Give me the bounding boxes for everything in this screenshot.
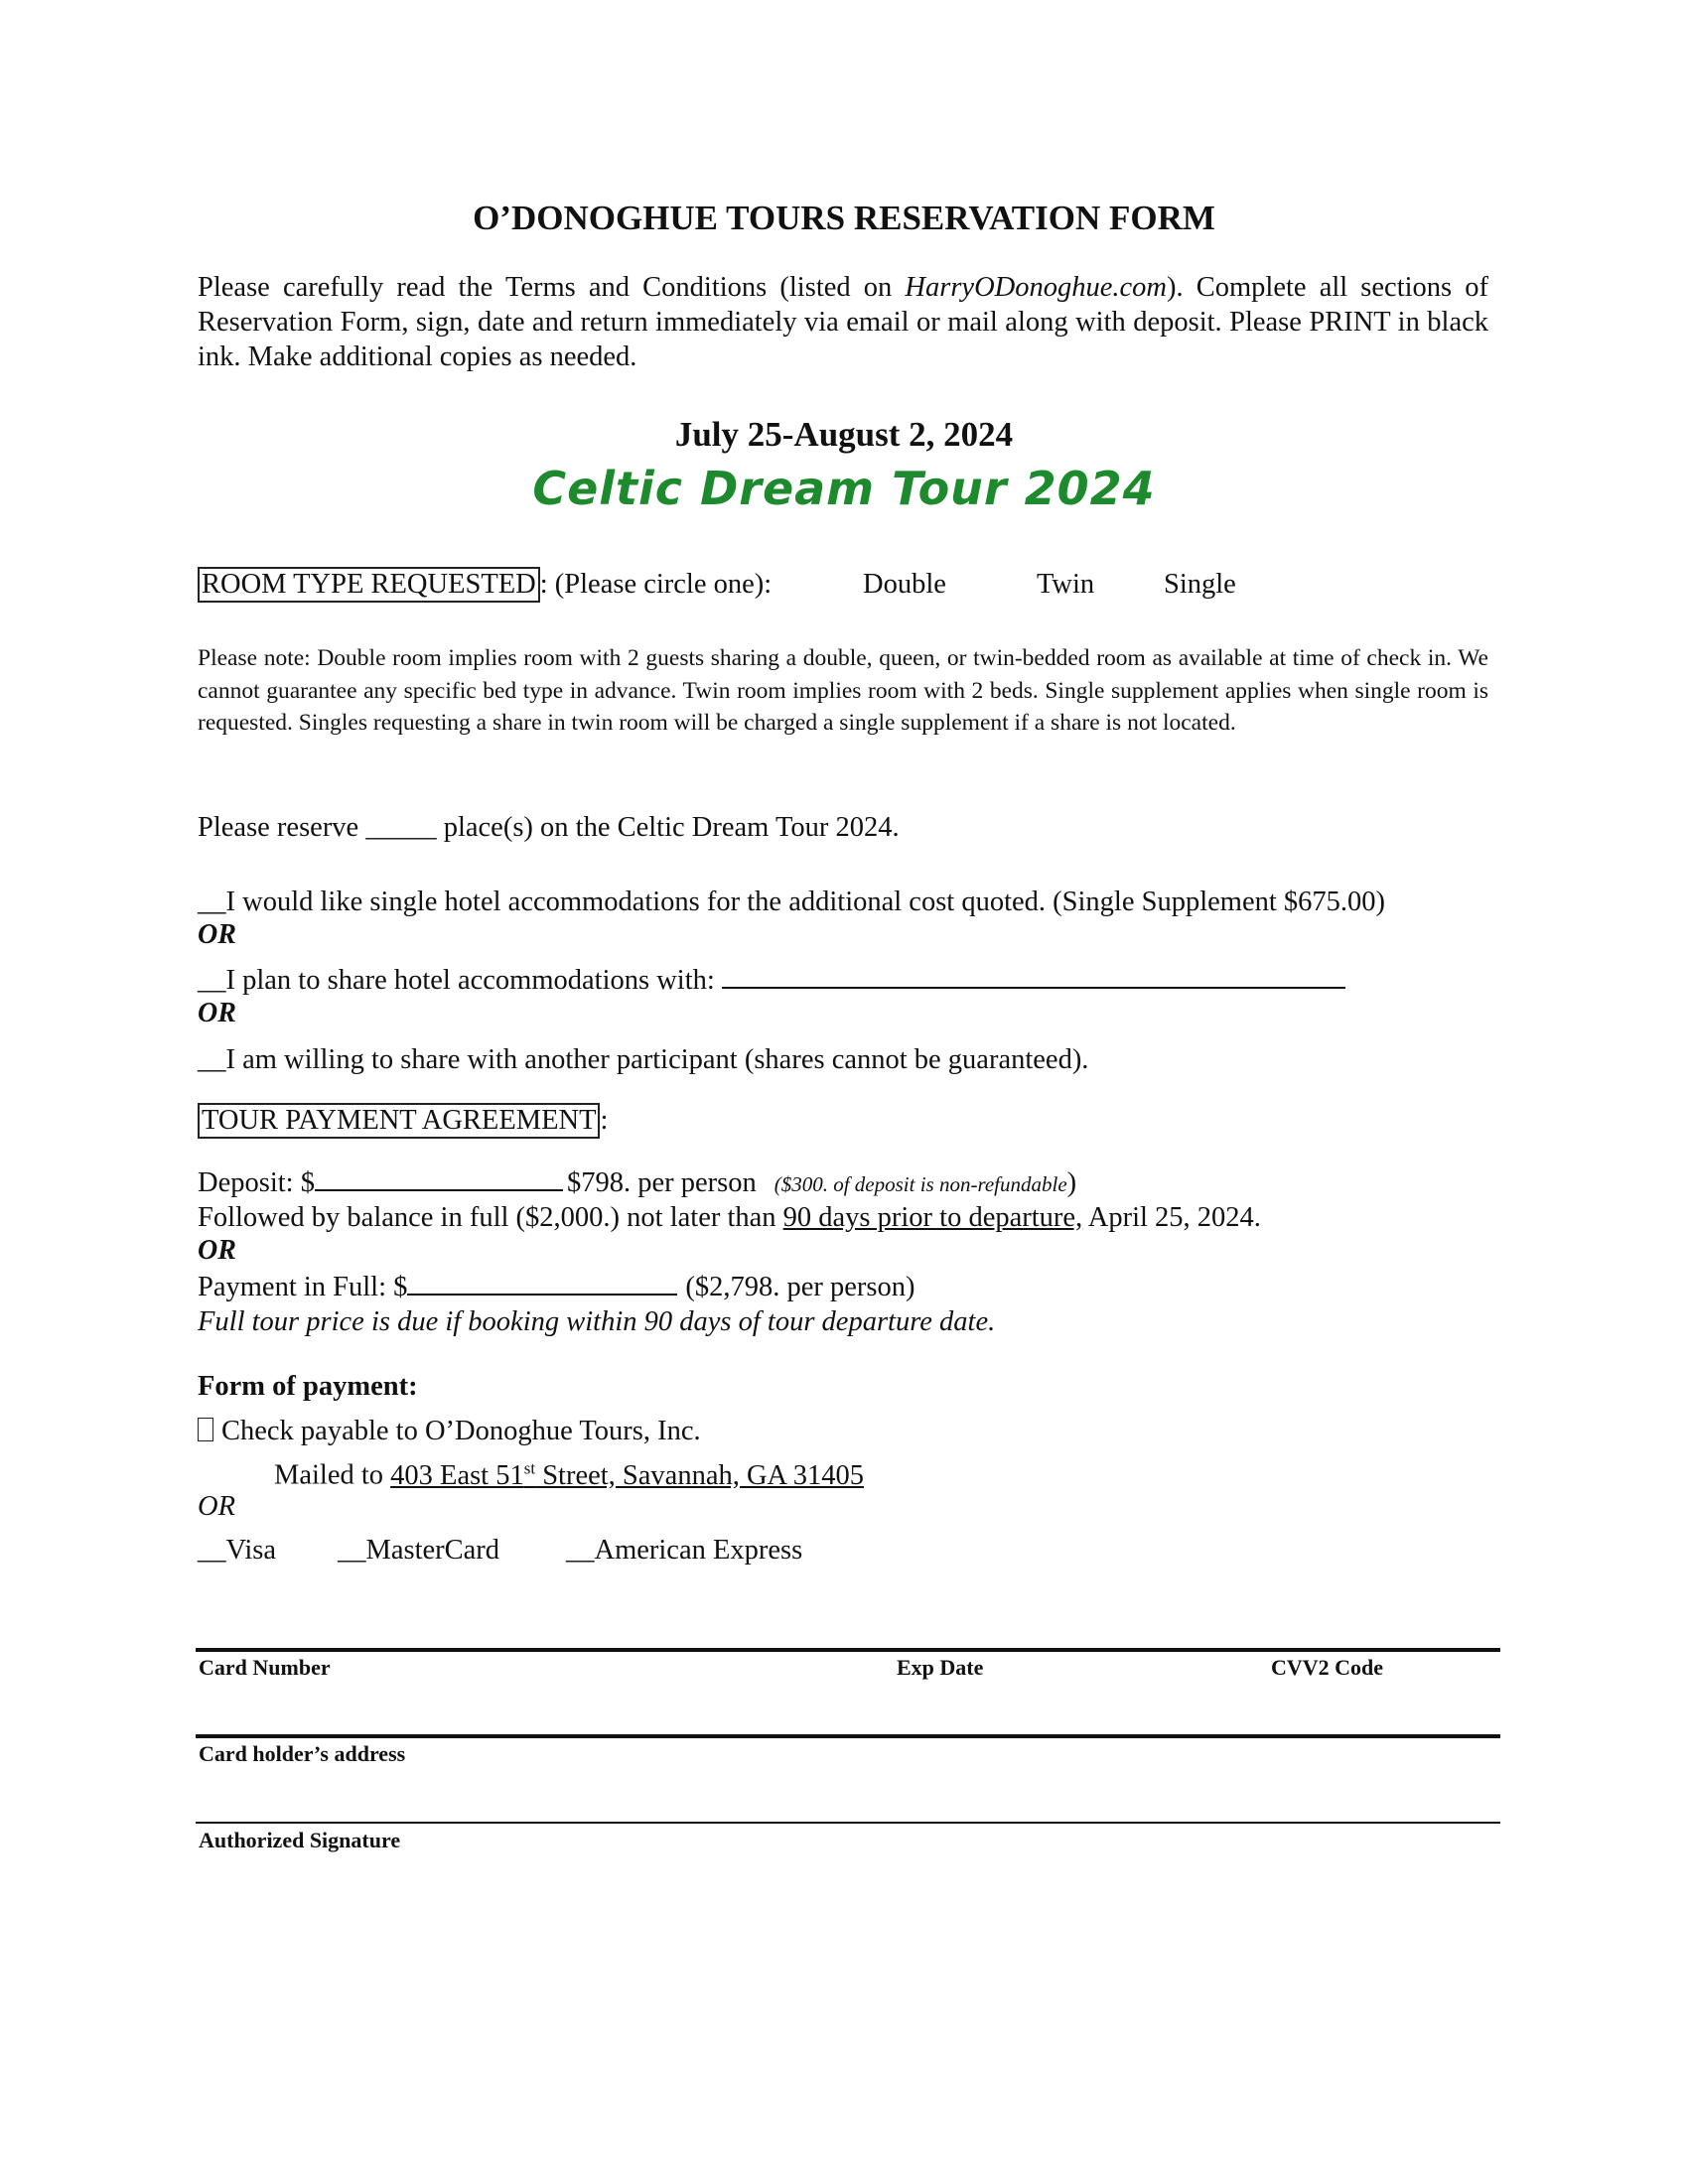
full-payment-amount: ($2,798. per person) <box>685 1272 915 1302</box>
deposit-label: Deposit: $ <box>198 1167 315 1198</box>
full-payment-row <box>198 1270 915 1305</box>
balance-text-after: April 25, 2024. <box>1082 1202 1261 1233</box>
share-with-name-field[interactable] <box>722 963 1345 989</box>
room-option-single[interactable]: Single <box>1164 569 1236 600</box>
share-with-option[interactable] <box>198 963 1345 999</box>
balance-text-before: Followed by balance in full ($2,000.) not later than <box>198 1202 783 1233</box>
website-link[interactable]: HarryODonoghue.com <box>905 272 1167 303</box>
card-number-line[interactable] <box>196 1648 1500 1652</box>
card-visa-option[interactable]: __Visa <box>198 1535 277 1566</box>
full-payment-note: Full tour price is due if booking within 90 days of tour departure date. <box>198 1306 996 1337</box>
or-label-2: OR <box>198 998 236 1028</box>
signature-label: Authorized Signature <box>199 1828 401 1852</box>
deposit-amount: $798. per person <box>566 1167 757 1198</box>
exp-date-label: Exp Date <box>897 1655 984 1680</box>
deposit-note: ($300. of deposit is non-refundable) <box>774 1167 1077 1198</box>
single-accommodation-option[interactable]: __I would like single hotel accommodations for the additional cost quoted. (Single Supplement $675.00) <box>198 887 1385 917</box>
signature-line[interactable] <box>196 1822 1500 1824</box>
intro-text-1: Please carefully read the Terms and Conditions (listed on <box>198 272 906 303</box>
card-mastercard-option[interactable]: __MasterCard <box>338 1535 500 1566</box>
payment-heading-row <box>198 1103 608 1139</box>
room-option-double[interactable]: Double <box>863 569 946 600</box>
or-label-3: OR <box>198 1235 236 1266</box>
intro-paragraph <box>198 270 1488 374</box>
mailed-to-label: Mailed to <box>274 1459 391 1491</box>
deposit-amount-field[interactable] <box>315 1165 563 1191</box>
balance-deadline: 90 days prior to departure, <box>782 1202 1083 1233</box>
reserve-text-after: place(s) on the Celtic Dream Tour 2024. <box>436 812 900 843</box>
room-option-twin[interactable]: Twin <box>1037 569 1095 600</box>
room-type-heading: ROOM TYPE REQUESTED <box>198 567 540 603</box>
room-type-note: Please note: Double room implies room with 2 guests sharing a double, queen, or twin-bedded room as available at time of check in. We cannot guarantee any specific bed type in advance. Twin room implies room with 2 beds. Single supplement applies when single room is requested. Singles requesting a share in twin room will be charged a single supplement if a share is not located. <box>198 645 1488 736</box>
form-title: O’DONOGHUE TOURS RESERVATION FORM <box>473 199 1215 237</box>
card-number-label: Card Number <box>199 1655 331 1680</box>
balance-row <box>198 1200 1261 1236</box>
room-type-prompt: : (Please circle one): <box>539 569 773 600</box>
places-blank[interactable]: _____ <box>365 812 437 843</box>
payment-heading: TOUR PAYMENT AGREEMENT <box>198 1103 600 1139</box>
mailing-address: 403 East 51st Street, Savannah, GA 31405 <box>390 1458 864 1491</box>
reserve-places-row <box>198 810 900 846</box>
or-label-4: OR <box>198 1491 235 1522</box>
or-label-1: OR <box>198 919 236 950</box>
willing-to-share-option[interactable]: __I am willing to share with another participant (shares cannot be guaranteed). <box>198 1044 1089 1075</box>
payment-heading-colon: : <box>600 1105 609 1136</box>
cvv-label: CVV2 Code <box>1271 1655 1384 1680</box>
full-payment-amount-field[interactable] <box>407 1270 677 1296</box>
check-option[interactable] <box>198 1414 701 1449</box>
intro-text-2: ). Complete all sections of Reservation Form, sign, date and return immediately via email or mail along with deposit. Please PRINT in black ink. Make additional copies as needed. <box>198 272 1488 372</box>
check-checkbox[interactable] <box>198 1418 213 1441</box>
card-holder-address-line[interactable] <box>196 1734 1500 1738</box>
check-option-label: Check payable to O’Donoghue Tours, Inc. <box>221 1416 701 1446</box>
card-amex-option[interactable]: __American Express <box>566 1535 803 1566</box>
card-holder-address-label: Card holder’s address <box>199 1741 406 1766</box>
form-of-payment-heading: Form of payment: <box>198 1371 418 1402</box>
share-with-text: __I plan to share hotel accommodations with: <box>198 965 722 996</box>
mailing-address-row <box>274 1450 864 1494</box>
deposit-row <box>198 1165 1076 1202</box>
full-payment-label: Payment in Full: $ <box>198 1272 408 1302</box>
reserve-text-before: Please reserve <box>198 812 366 843</box>
tour-dates: July 25-August 2, 2024 <box>674 415 1014 454</box>
tour-name: Celtic Dream Tour 2024 <box>532 462 1156 515</box>
room-type-row <box>198 567 772 603</box>
